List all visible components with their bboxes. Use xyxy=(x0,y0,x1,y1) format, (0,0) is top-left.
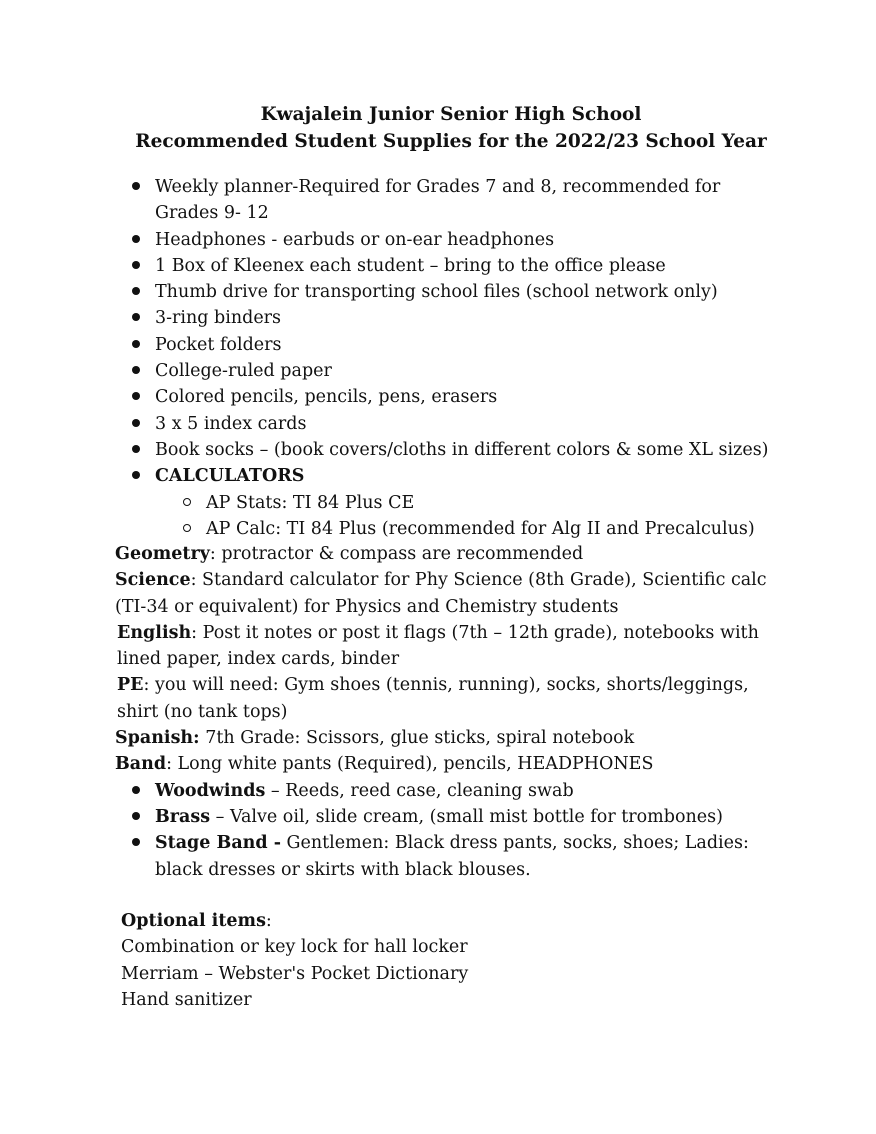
subject-requirements xyxy=(115,541,775,883)
list-item: College-ruled paper xyxy=(155,358,785,384)
list-item: Headphones - earbuds or on-ear headphones xyxy=(155,227,785,253)
spanish-entry: Spanish: 7th Grade: Scissors, glue sticks, spiral notebook xyxy=(115,728,635,749)
pe-entry: PE: you will need: Gym shoes (tennis, running), socks, shorts/leggings, shirt (no tank tops) xyxy=(117,675,749,722)
list-item: AP Stats: TI 84 Plus CE xyxy=(206,490,836,516)
circle-bullet-icon xyxy=(181,516,193,542)
bullet-icon xyxy=(130,358,142,384)
optional-items xyxy=(121,908,468,1013)
bullet-icon xyxy=(130,411,142,437)
list-item: Stage Band - Gentlemen: Black dress pants, socks, shoes; Ladies: black dresses or skirts with black blouses. xyxy=(155,830,755,883)
science-entry: Science: Standard calculator for Phy Science (8th Grade), Scientific calc (TI-34 or equivalent) for Physics and Chemistry students xyxy=(115,570,767,617)
supplies-heading: Recommended Student Supplies for the 2022/23 School Year xyxy=(135,131,767,152)
geometry-entry: Geometry: protractor & compass are recommended xyxy=(115,544,584,564)
list-item: Pocket folders xyxy=(155,332,785,358)
bullet-icon xyxy=(130,804,142,830)
bullet-icon xyxy=(130,253,142,279)
english-entry: English: Post it notes or post it flags (7th – 12th grade), notebooks with lined paper, index cards, binder xyxy=(117,622,759,670)
list-item: AP Calc: TI 84 Plus (recommended for Alg II and Precalculus) xyxy=(206,516,836,542)
list-item: Woodwinds – Reeds, reed case, cleaning swab xyxy=(155,778,755,804)
calculators-list xyxy=(206,490,836,543)
list-item: Book socks – (book covers/cloths in different colors & some XL sizes) xyxy=(155,437,785,463)
list-item: Weekly planner-Required for Grades 7 and 8, recommended for Grades 9- 12 xyxy=(155,174,785,227)
list-item: Colored pencils, pencils, pens, erasers xyxy=(155,384,785,410)
circle-bullet-icon xyxy=(181,490,193,516)
bullet-icon xyxy=(130,437,142,463)
list-item: Merriam – Webster's Pocket Dictionary xyxy=(121,963,469,984)
band-list xyxy=(155,778,755,883)
bullet-icon xyxy=(130,174,142,200)
list-item: 1 Box of Kleenex each student – bring to the office please xyxy=(155,253,785,279)
bullet-icon xyxy=(130,830,142,856)
list-item: Thumb drive for transporting school files (school network only) xyxy=(155,279,785,305)
list-item: Combination or key lock for hall locker xyxy=(121,937,468,958)
optional-heading: Optional items: xyxy=(121,911,272,931)
band-entry: Band: Long white pants (Required), pencils, HEADPHONES xyxy=(115,754,654,775)
bullet-icon xyxy=(130,778,142,804)
bullet-icon xyxy=(130,384,142,410)
supplies-list xyxy=(155,174,785,542)
list-item: 3-ring binders xyxy=(155,305,785,331)
school-name: Kwajalein Junior Senior High School xyxy=(260,104,642,125)
bullet-icon xyxy=(130,279,142,305)
document-title xyxy=(0,101,876,155)
bullet-icon xyxy=(130,332,142,358)
list-item: Brass – Valve oil, slide cream, (small mist bottle for trombones) xyxy=(155,804,755,830)
list-item: Hand sanitizer xyxy=(121,989,252,1010)
bullet-icon xyxy=(130,305,142,331)
bullet-icon xyxy=(130,227,142,253)
bullet-icon xyxy=(130,463,142,489)
list-item-calculators: CALCULATORS AP Stats: TI 84 Plus CE AP Calc: TI 84 Plus (recommended for Alg II and Precalculus) xyxy=(155,463,785,542)
list-item: 3 x 5 index cards xyxy=(155,411,785,437)
